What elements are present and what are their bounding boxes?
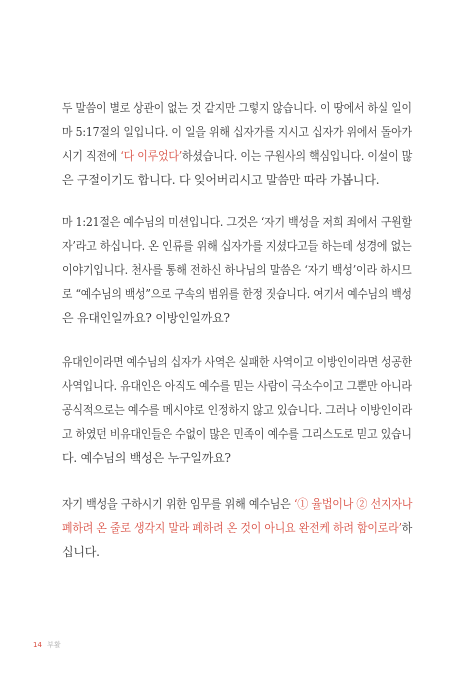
text-line <box>62 492 413 516</box>
text-segment: 은 구절이기도 합니다. 다 잊어버리시고 말씀만 따라 가봅니다. <box>62 173 380 187</box>
paragraph-3 <box>62 350 412 470</box>
text-segment: 은 유대인일까요? 이방인일까요? <box>62 311 230 325</box>
text-segment: 두 말씀이 별로 상관이 없는 것 같지만 그렇지 않습니다. 이 땅에서 하실 일이 <box>62 101 412 115</box>
text-segment: 자’라고 하십니다. 온 인류를 위해 십자가를 지셨다고들 하는데 성경에 없는 <box>62 239 412 253</box>
text-segment: 시기 직전에 <box>62 149 121 163</box>
page-number: 14 <box>33 641 42 649</box>
text-line <box>62 258 412 282</box>
text-line <box>62 96 412 120</box>
text-line <box>62 540 412 564</box>
text-line <box>62 168 412 192</box>
paragraph-2 <box>62 210 412 330</box>
text-line <box>62 282 412 306</box>
text-segment: 마 5:17절의 일입니다. 이 일을 위해 십자가를 지시고 십자가 위에서 돌아가 <box>62 125 412 139</box>
highlighted-quote: 폐하려 온 줄로 생각지 말라 폐하려 온 것이 아니요 완전케 하려 함이로라’ <box>62 521 402 535</box>
section-title: 부활 <box>47 641 61 649</box>
text-line <box>62 374 412 398</box>
page-footer <box>33 640 61 650</box>
text-line <box>62 210 412 234</box>
text-segment: 유대인이라면 예수님의 십자가 사역은 실패한 사역이고 이방인이라면 성공한 <box>62 355 412 369</box>
text-line <box>62 120 412 144</box>
text-segment: 하셨습니다. 이는 구원사의 핵심입니다. 이설이 많 <box>182 149 413 163</box>
text-segment: 공식적으로는 예수를 메시야로 인정하지 않고 있습니다. 그러나 이방인이라 <box>62 403 413 417</box>
text-segment: 하 <box>401 521 413 535</box>
text-line <box>62 516 413 540</box>
text-segment: 다. 예수님의 백성은 누구일까요? <box>62 451 231 465</box>
highlighted-quote: ‘다 이루었다’ <box>120 149 183 163</box>
highlighted-quote: ‘① 율법이나 ② 선지자나 <box>293 497 413 511</box>
text-segment: 사역입니다. 유대인은 아직도 예수를 믿는 사람이 극소수이고 그뿐만 아니라 <box>62 379 412 393</box>
text-line <box>62 306 412 330</box>
text-line <box>62 422 412 446</box>
text-line <box>62 398 413 422</box>
text-segment: 자기 백성을 구하시기 위한 임무를 위해 예수님은 <box>62 497 294 511</box>
text-segment: 이야기입니다. 천사를 통해 전하신 하나님의 말씀은 ‘자기 백성’이라 하시므 <box>62 263 412 277</box>
text-line <box>62 144 413 168</box>
text-line <box>62 234 412 258</box>
text-line <box>62 350 412 374</box>
text-segment: 고 하였던 비유대인들은 수없이 많은 민족이 예수를 그리스도로 믿고 있습니 <box>62 427 412 441</box>
paragraph-4 <box>62 492 412 564</box>
text-segment: 마 1:21절은 예수님의 미션입니다. 그것은 ‘자기 백성을 저희 죄에서 구원할 <box>62 215 412 229</box>
text-segment: 십니다. <box>62 545 100 559</box>
text-line <box>62 446 412 470</box>
text-segment: 로 “예수님의 백성”으로 구속의 범위를 한정 짓습니다. 여기서 예수님의 백성 <box>62 287 412 301</box>
paragraph-1 <box>62 96 412 192</box>
